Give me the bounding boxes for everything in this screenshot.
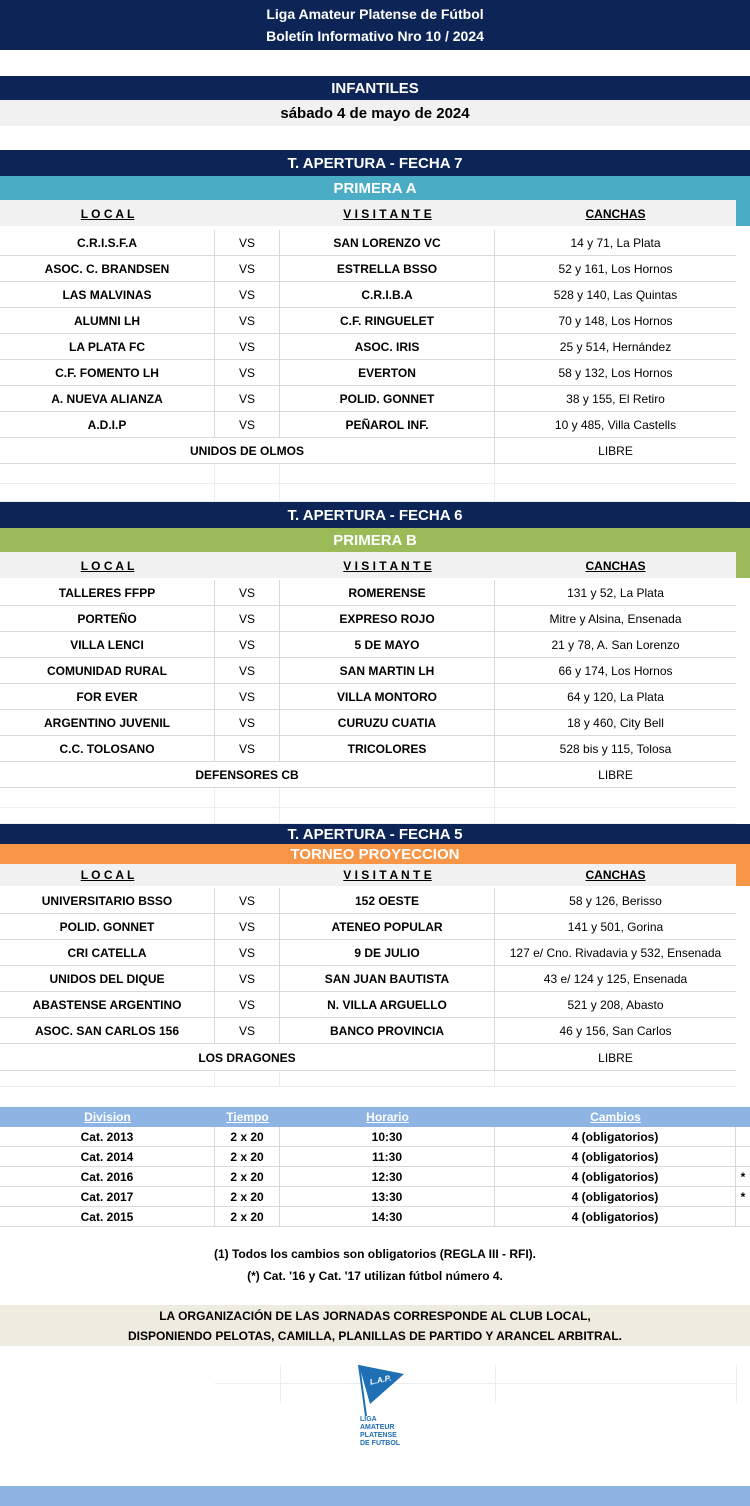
local-team: VILLA LENCI — [0, 632, 215, 658]
division-banner: PRIMERA A — [0, 176, 750, 200]
section-color-edge — [736, 200, 750, 226]
match-row — [0, 360, 736, 386]
vs-label: VS — [215, 710, 280, 736]
local-team: LAS MALVINAS — [0, 282, 215, 308]
division-banner: PRIMERA B — [0, 528, 750, 552]
vs-label: VS — [215, 230, 280, 256]
footnote-mark — [736, 1127, 750, 1147]
divider — [495, 1365, 496, 1403]
local-team: C.F. FOMENTO LH — [0, 360, 215, 386]
libre-label: LIBRE — [598, 444, 633, 458]
cambios: 4 (obligatorios) — [495, 1207, 736, 1227]
match-row — [0, 632, 736, 658]
visiting-team: PEÑAROL INF. — [280, 412, 495, 438]
footnote-mark: * — [740, 1190, 746, 1204]
divider — [280, 1365, 281, 1403]
division: Cat. 2013 — [0, 1127, 215, 1147]
local-team: A.D.I.P — [0, 412, 215, 438]
venue: 66 y 174, Los Hornos — [558, 664, 673, 678]
venue: 14 y 71, La Plata — [570, 236, 661, 250]
tiempo: 2 x 20 — [215, 1207, 280, 1227]
libre-label: LIBRE — [598, 768, 633, 782]
vs-label: VS — [215, 386, 280, 412]
timetable-col-tiempo: Tiempo — [226, 1110, 269, 1124]
vs-label: VS — [215, 1018, 280, 1044]
match-row — [0, 992, 736, 1018]
local-team: A. NUEVA ALIANZA — [0, 386, 215, 412]
logo-line: AMATEUR — [360, 1424, 395, 1431]
vs-label: VS — [215, 632, 280, 658]
venue: 521 y 208, Abasto — [567, 998, 664, 1012]
visiting-team: 152 OESTE — [280, 888, 495, 914]
visiting-team: SAN LORENZO VC — [280, 230, 495, 256]
spacer-row — [0, 1071, 736, 1087]
local-team: ASOC. C. BRANDSEN — [0, 256, 215, 282]
local-team: ASOC. SAN CARLOS 156 — [0, 1018, 215, 1044]
timetable-col-cambios: Cambios — [590, 1110, 641, 1124]
vs-label: VS — [215, 334, 280, 360]
spacer-row — [0, 464, 736, 484]
timetable-col-division: Division — [84, 1110, 131, 1124]
visiting-team: SAN JUAN BAUTISTA — [280, 966, 495, 992]
logo-line: DE FUTBOL — [360, 1440, 401, 1447]
local-team: C.R.I.S.F.A — [0, 230, 215, 256]
table-header — [0, 552, 736, 578]
visiting-team: C.F. RINGUELET — [280, 308, 495, 334]
fecha-banner: T. APERTURA - FECHA 5 — [0, 824, 750, 844]
vs-label: VS — [215, 992, 280, 1018]
logo-line: LIGA — [360, 1416, 377, 1423]
visiting-team: BANCO PROVINCIA — [280, 1018, 495, 1044]
footer-bar — [0, 1486, 750, 1506]
local-team: ABASTENSE ARGENTINO — [0, 992, 215, 1018]
match-row — [0, 256, 736, 282]
league-logo — [356, 1362, 426, 1462]
venue: 43 e/ 124 y 125, Ensenada — [543, 972, 688, 986]
visiting-team: POLID. GONNET — [280, 386, 495, 412]
column-local: L O C A L — [80, 207, 135, 221]
match-date: sábado 4 de mayo de 2024 — [0, 100, 750, 126]
column-canchas: CANCHAS — [585, 559, 646, 573]
visiting-team: CURUZU CUATIA — [280, 710, 495, 736]
libre-team: UNIDOS DE OLMOS — [0, 438, 495, 464]
match-row — [0, 966, 736, 992]
timetable-row — [0, 1127, 750, 1147]
visiting-team: 9 DE JULIO — [280, 940, 495, 966]
visiting-team: N. VILLA ARGUELLO — [280, 992, 495, 1018]
bulletin-number: Boletín Informativo Nro 10 / 2024 — [266, 28, 484, 44]
visiting-team: SAN MARTIN LH — [280, 658, 495, 684]
venue: 528 y 140, Las Quintas — [553, 288, 678, 302]
footnote-mark: * — [740, 1170, 746, 1184]
logo-line: PLATENSE — [360, 1432, 397, 1439]
libre-row — [0, 438, 736, 464]
venue: 58 y 126, Berisso — [569, 894, 662, 908]
match-row — [0, 308, 736, 334]
local-team: C.C. TOLOSANO — [0, 736, 215, 762]
flag-icon — [356, 1362, 408, 1418]
visiting-team: ESTRELLA BSSO — [280, 256, 495, 282]
local-team: LA PLATA FC — [0, 334, 215, 360]
local-team: CRI CATELLA — [0, 940, 215, 966]
match-row — [0, 386, 736, 412]
visiting-team: EVERTON — [280, 360, 495, 386]
libre-row — [0, 762, 736, 788]
local-team: TALLERES FFPP — [0, 580, 215, 606]
visiting-team: VILLA MONTORO — [280, 684, 495, 710]
timetable-row — [0, 1187, 750, 1207]
vs-label: VS — [215, 282, 280, 308]
note-changes: (1) Todos los cambios son obligatorios (REGLA III - RFI). — [213, 1247, 536, 1261]
venue: 70 y 148, Los Hornos — [558, 314, 673, 328]
match-row — [0, 230, 736, 256]
horario: 11:30 — [280, 1147, 495, 1167]
tiempo: 2 x 20 — [215, 1167, 280, 1187]
match-row — [0, 334, 736, 360]
divider — [736, 1365, 737, 1403]
local-team: ALUMNI LH — [0, 308, 215, 334]
venue: 64 y 120, La Plata — [567, 690, 664, 704]
spacer-row — [0, 484, 736, 502]
vs-label: VS — [215, 966, 280, 992]
division: Cat. 2016 — [0, 1167, 215, 1187]
match-row — [0, 940, 736, 966]
divider — [215, 1383, 736, 1384]
organization-line: DISPONIENDO PELOTAS, CAMILLA, PLANILLAS DE PARTIDO Y ARANCEL ARBITRAL. — [127, 1329, 622, 1343]
column-local: L O C A L — [80, 559, 135, 573]
vs-label: VS — [215, 684, 280, 710]
local-team: ARGENTINO JUVENIL — [0, 710, 215, 736]
bulletin-header — [0, 0, 750, 50]
venue: 528 bis y 115, Tolosa — [559, 742, 672, 756]
match-row — [0, 658, 736, 684]
visiting-team: ATENEO POPULAR — [280, 914, 495, 940]
visiting-team: EXPRESO ROJO — [280, 606, 495, 632]
libre-label: LIBRE — [598, 1051, 633, 1065]
horario: 13:30 — [280, 1187, 495, 1207]
venue: 21 y 78, A. San Lorenzo — [551, 638, 680, 652]
venue: 52 y 161, Los Hornos — [558, 262, 673, 276]
note-ball-size: (*) Cat. '16 y Cat. '17 utilizan fútbol número 4. — [247, 1269, 503, 1283]
timetable-row — [0, 1147, 750, 1167]
tiempo: 2 x 20 — [215, 1187, 280, 1207]
visiting-team: 5 DE MAYO — [280, 632, 495, 658]
timetable-header — [0, 1107, 750, 1127]
spacer-row — [0, 808, 736, 824]
vs-label: VS — [215, 580, 280, 606]
venue: 25 y 514, Hernández — [559, 340, 672, 354]
vs-label: VS — [215, 658, 280, 684]
table-header — [0, 200, 736, 226]
organization-line: LA ORGANIZACIÓN DE LAS JORNADAS CORRESPONDE AL CLUB LOCAL, — [159, 1309, 591, 1323]
libre-row — [0, 1045, 736, 1071]
section-color-edge — [736, 864, 750, 886]
visiting-team: TRICOLORES — [280, 736, 495, 762]
vs-label: VS — [215, 360, 280, 386]
libre-team: DEFENSORES CB — [0, 762, 495, 788]
venue: 18 y 460, City Bell — [567, 716, 664, 730]
fecha-banner: T. APERTURA - FECHA 6 — [0, 502, 750, 528]
division: Cat. 2017 — [0, 1187, 215, 1207]
cambios: 4 (obligatorios) — [495, 1187, 736, 1207]
venue: 46 y 156, San Carlos — [559, 1024, 672, 1038]
cambios: 4 (obligatorios) — [495, 1147, 736, 1167]
horario: 12:30 — [280, 1167, 495, 1187]
vs-label: VS — [215, 256, 280, 282]
section-color-edge — [736, 552, 750, 578]
match-row — [0, 580, 736, 606]
match-row — [0, 684, 736, 710]
local-team: POLID. GONNET — [0, 914, 215, 940]
column-canchas: CANCHAS — [585, 207, 646, 221]
timetable-row — [0, 1167, 750, 1187]
visiting-team: ROMERENSE — [280, 580, 495, 606]
column-canchas: CANCHAS — [585, 868, 646, 882]
local-team: UNIVERSITARIO BSSO — [0, 888, 215, 914]
category-banner: INFANTILES — [0, 76, 750, 100]
column-visitante: V I S I T A N T E — [343, 559, 432, 573]
vs-label: VS — [215, 914, 280, 940]
column-visitante: V I S I T A N T E — [343, 207, 432, 221]
organization-notice — [0, 1305, 750, 1346]
footnote-mark — [736, 1147, 750, 1167]
cambios: 4 (obligatorios) — [495, 1167, 736, 1187]
venue: 58 y 132, Los Hornos — [558, 366, 673, 380]
fecha-banner: T. APERTURA - FECHA 7 — [0, 150, 750, 176]
tiempo: 2 x 20 — [215, 1147, 280, 1167]
visiting-team: C.R.I.B.A — [280, 282, 495, 308]
league-title: Liga Amateur Platense de Fútbol — [266, 6, 484, 22]
venue: 127 e/ Cno. Rivadavia y 532, Ensenada — [509, 946, 722, 960]
logo-flag-text: L.A.P. — [369, 1373, 393, 1387]
division: Cat. 2015 — [0, 1207, 215, 1227]
match-row — [0, 606, 736, 632]
division: Cat. 2014 — [0, 1147, 215, 1167]
table-header — [0, 864, 736, 886]
libre-team: LOS DRAGONES — [0, 1045, 495, 1071]
local-team: FOR EVER — [0, 684, 215, 710]
horario: 14:30 — [280, 1207, 495, 1227]
local-team: PORTEÑO — [0, 606, 215, 632]
match-row — [0, 736, 736, 762]
column-visitante: V I S I T A N T E — [343, 868, 432, 882]
venue: 10 y 485, Villa Castells — [554, 418, 677, 432]
vs-label: VS — [215, 736, 280, 762]
visiting-team: ASOC. IRIS — [280, 334, 495, 360]
timetable-col-horario: Horario — [366, 1110, 409, 1124]
tiempo: 2 x 20 — [215, 1127, 280, 1147]
timetable-row — [0, 1207, 750, 1227]
venue: Mitre y Alsina, Ensenada — [549, 612, 682, 626]
match-row — [0, 710, 736, 736]
vs-label: VS — [215, 888, 280, 914]
match-row — [0, 1018, 736, 1044]
match-row — [0, 888, 736, 914]
vs-label: VS — [215, 308, 280, 334]
division-banner: TORNEO PROYECCION — [0, 844, 750, 864]
vs-label: VS — [215, 606, 280, 632]
match-row — [0, 282, 736, 308]
local-team: COMUNIDAD RURAL — [0, 658, 215, 684]
vs-label: VS — [215, 940, 280, 966]
spacer-row — [0, 788, 736, 808]
venue: 141 y 501, Gorina — [567, 920, 664, 934]
match-row — [0, 914, 736, 940]
cambios: 4 (obligatorios) — [495, 1127, 736, 1147]
venue: 38 y 155, El Retiro — [566, 392, 665, 406]
match-row — [0, 412, 736, 438]
vs-label: VS — [215, 412, 280, 438]
local-team: UNIDOS DEL DIQUE — [0, 966, 215, 992]
horario: 10:30 — [280, 1127, 495, 1147]
footnote-mark — [736, 1207, 750, 1227]
venue: 131 y 52, La Plata — [567, 586, 664, 600]
column-local: L O C A L — [80, 868, 135, 882]
